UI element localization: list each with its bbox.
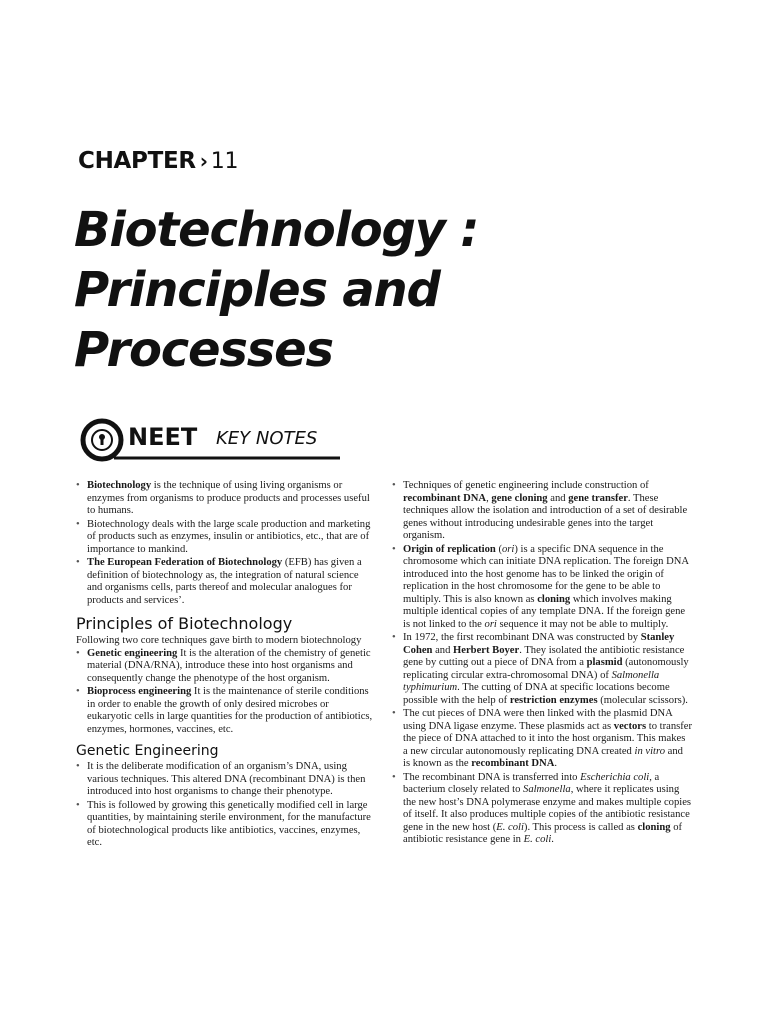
list-item: • This is followed by growing this genetically modified cell in large quantities, by maintaining sterile environment, for the manufacture of biotechnological products like antibiotics, vaccines, enzymes, etc.	[76, 800, 374, 850]
neet-key-notes-badge	[78, 414, 358, 466]
page-title	[74, 200, 674, 380]
list-item: • Biotechnology is the technique of using living organisms or enzymes from organisms to produce products and processes useful to humans.	[76, 480, 374, 518]
list-item: • Techniques of genetic engineering include construction of recombinant DNA, gene cloning and gene transfer. These techniques allow the isolation and introduction of a set of desirable genes without introducing undesirable genes into the target organism.	[392, 480, 692, 543]
title-line-2: Principles and	[74, 262, 440, 318]
list-item: • The recombinant DNA is transferred into Escherichia coli, a bacterium closely related to Salmonella, where it replicates using the new host’s DNA polymerase enzyme and makes multiple copies of itself. It also produces multiple copies of the antibiotic resistance gene in the new host (E. coli). This process is called as cloning of antibiotic resistance gene in E. coli.	[392, 772, 692, 847]
key-notes-label: KEY NOTES	[216, 428, 318, 449]
title-line-3: Processes	[74, 322, 333, 378]
list-item: • The European Federation of Biotechnology (EFB) has given a definition of biotechnology as, the integration of natural science and organisms cells, parts thereof and molecular analogues for products and services’.	[76, 557, 374, 607]
right-column	[392, 480, 692, 848]
chevron-right-icon: ›	[199, 149, 208, 173]
chapter-label: CHAPTER	[78, 148, 196, 174]
principles-intro: Following two core techniques gave birth to modern biotechnology	[76, 635, 362, 646]
list-item: • Bioprocess engineering It is the maintenance of sterile conditions in order to enable the growth of only desired microbes or eukaryotic cells in large quantities for the production of antibiotics, enzymes, hormones, vaccines, etc.	[76, 686, 374, 736]
neet-label: NEET	[128, 423, 198, 451]
chapter-heading	[78, 148, 238, 174]
principles-bullets	[76, 648, 374, 737]
list-item: • Genetic engineering It is the alteration of the chemistry of genetic material (DNA/RNA), introduce these into host organisms and consequently change the phenotype of the host organism.	[76, 648, 374, 686]
intro-bullets	[76, 480, 374, 607]
left-column	[76, 480, 374, 851]
list-item: • It is the deliberate modification of an organism’s DNA, using various techniques. This altered DNA (recombinant DNA) is then introduced into host organisms to change their phenotype.	[76, 761, 374, 799]
list-item: • Biotechnology deals with the large scale production and marketing of products such as enzymes, insulin or antibiotics, etc., that are of importance to mankind.	[76, 519, 374, 557]
list-item: • Origin of replication (ori) is a specific DNA sequence in the chromosome which can initiate DNA replication. The foreign DNA introduced into the host genome has to be linked the origin of replication in the host chromosome for the gene to be able to multiply. This is also known as cloning which involves making multiple identical copies of any template DNA. If the foreign gene is not linked to the ori sequence it may not be able to multiply.	[392, 544, 692, 632]
list-item: • In 1972, the first recombinant DNA was constructed by Stanley Cohen and Herbert Boyer. They isolated the antibiotic resistance gene by cutting out a piece of DNA from a plasmid (autonomously replicating circular extra-chromosomal DNA) of Salmonella typhimurium. The cutting of DNA at specific locations become possible with the help of restriction enzymes (molecular scissors).	[392, 632, 692, 707]
section-heading-genetic-engineering: Genetic Engineering	[76, 743, 219, 759]
title-line-1: Biotechnology :	[74, 202, 479, 258]
section-heading-principles: Principles of Biotechnology	[76, 614, 293, 633]
right-bullets	[392, 480, 692, 847]
chapter-number: 11	[210, 149, 239, 174]
list-item: • The cut pieces of DNA were then linked with the plasmid DNA using DNA ligase enzyme. These plasmids act as vectors to transfer the piece of DNA attached to it into the host organism. This makes a new circular autonomously replicating DNA created in vitro and is known as the recombinant DNA.	[392, 708, 692, 771]
genetic-bullets	[76, 761, 374, 850]
